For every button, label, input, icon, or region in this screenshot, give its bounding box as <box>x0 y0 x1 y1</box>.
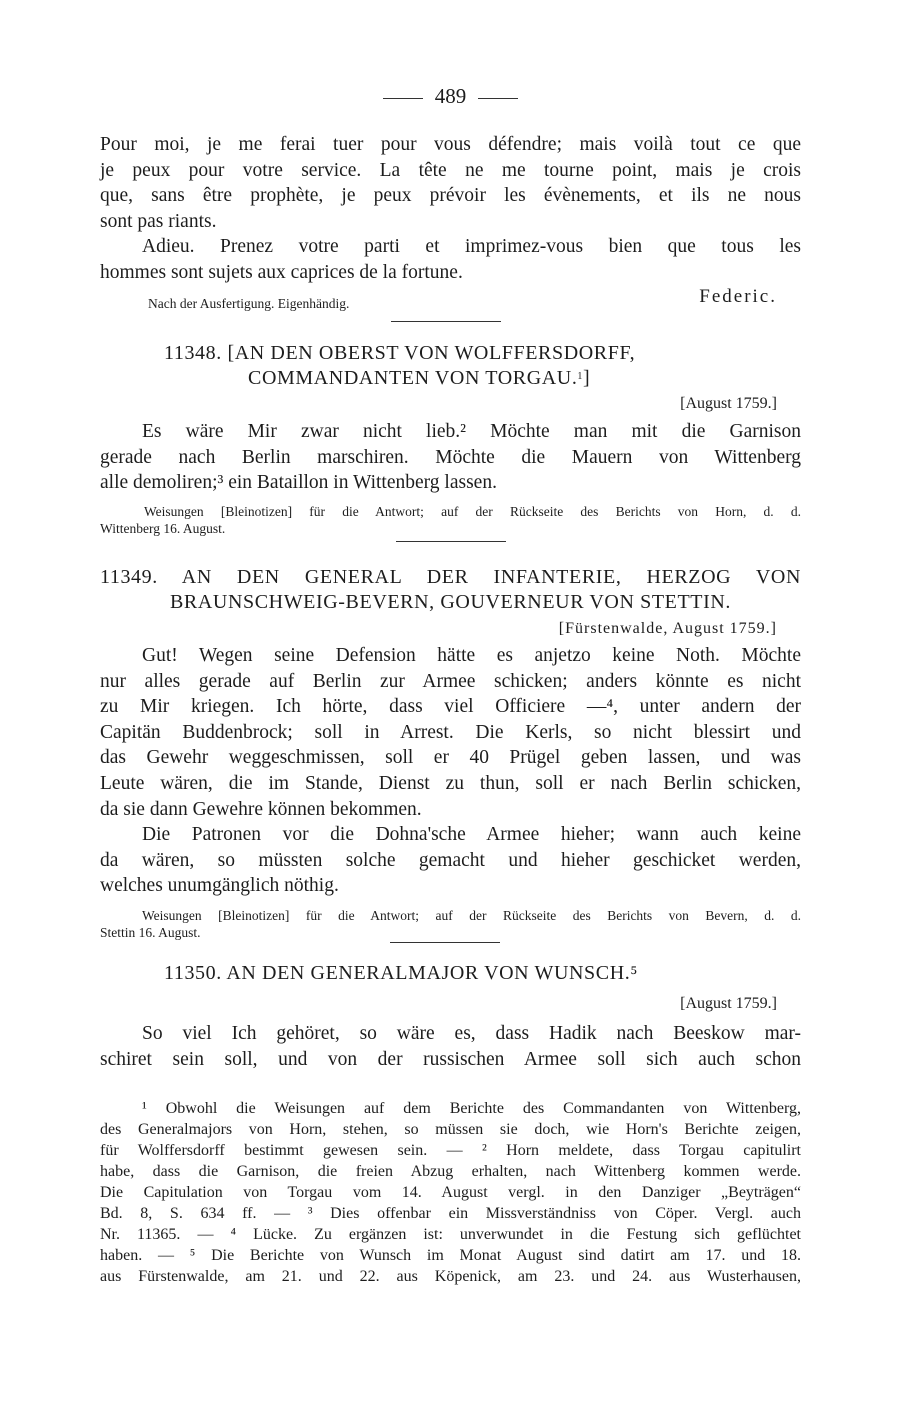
text-line: gerade nach Berlin marschiren. Möchte die Mauern von Wittenberg <box>100 446 801 468</box>
source-line: Wittenberg 16. August. <box>100 521 226 536</box>
footnote-line: des Generalmajors von Horn, stehen, so müssen sie doch, wie Horn's Berichte zeigen, <box>100 1121 801 1138</box>
text-line: Es wäre Mir zwar nicht lieb.² Möchte man mit die Garnison <box>142 421 801 442</box>
text-line: que, sans être prophète, je peux prévoir les évènements, et ils ne nous <box>100 185 801 207</box>
heading-bracket: ] <box>583 367 591 389</box>
text-line: Pour moi, je me ferai tuer pour vous défendre; mais voilà tout ce que <box>100 134 801 155</box>
heading-line: BRAUNSCHWEIG-BEVERN, GOUVERNEUR VON STETTIN. <box>169 591 731 613</box>
text-line: Adieu. Prenez votre parti et imprimez-vous bien que tous les <box>142 236 801 258</box>
text-line: schiret sein soll, und von der russischen Armee soll sich auch schon <box>100 1048 801 1070</box>
letter-heading-11349 <box>100 565 801 615</box>
text-line: Capitän Buddenbrock; soll in Arrest. Die Kerls, so nicht blessirt und <box>100 721 801 743</box>
section-divider <box>396 541 506 542</box>
heading-line: 11349. AN DEN GENERAL DER INFANTERIE, HERZOG VON <box>100 566 801 588</box>
page-number-dash-left <box>383 98 423 99</box>
letter-body-11348 <box>100 419 801 496</box>
page-number-text: 489 <box>434 84 467 108</box>
letter-body-11349 <box>100 643 801 899</box>
text-line: So viel Ich gehöret, so wäre es, dass Hadik nach Beeskow mar- <box>142 1023 801 1044</box>
source-line: Stettin 16. August. <box>100 925 201 940</box>
footnote-ref: 1 <box>577 371 584 382</box>
footnote-line: aus Fürstenwalde, am 21. und 22. aus Köpenick, am 23. und 24. aus Wusterhausen, <box>100 1268 801 1285</box>
text-line: Gut! Wegen seine Defension hätte es anjetzo keine Noth. Möchte <box>142 645 801 666</box>
text-line: zu Mir kriegen. Ich hörte, dass viel Officiere —⁴, unter andern der <box>100 696 801 718</box>
text-line: da wären, so müssten solche gemacht und hieher geschicket werden, <box>100 849 801 871</box>
footnote-line: für Wolffersdorff bestimmt gewesen sein. — ² Horn meldete, dass Torgau capitulirt <box>100 1142 801 1159</box>
letter-heading-11348 <box>100 341 801 391</box>
letter-continuation <box>100 132 801 286</box>
letter-number: 11348. <box>164 342 222 364</box>
footnote-line: ¹ Obwohl die Weisungen auf dem Berichte des Commandanten von Wittenberg, <box>142 1100 801 1117</box>
footnote-line: Bd. 8, S. 634 ff. — ³ Dies offenbar ein Missverständniss von Cöper. Vergl. auch <box>100 1205 801 1222</box>
section-divider <box>391 321 501 322</box>
text-line: hommes sont sujets aux caprices de la fortune. <box>100 261 463 283</box>
page-number <box>100 84 801 109</box>
heading-line: COMMANDANTEN VON TORGAU. <box>248 367 578 389</box>
letter-date: [Fürstenwalde, August 1759.] <box>558 620 777 637</box>
footnote-line: Nr. 11365. — ⁴ Lücke. Zu ergänzen ist: unverwundet in die Festung sich geflüchtet <box>100 1226 801 1243</box>
letter-date: [August 1759.] <box>680 995 777 1012</box>
text-line: da sie dann Gewehre können bekommen. <box>100 798 422 820</box>
source-line: Weisungen [Bleinotizen] für die Antwort; auf der Rückseite des Berichts von Horn, d. d. <box>144 504 801 519</box>
footnote-line: haben. — ⁵ Die Berichte von Wunsch im Monat August sind datirt am 17. und 18. <box>100 1247 801 1264</box>
letter-date: [August 1759.] <box>680 395 777 412</box>
letter-source-note <box>100 503 801 537</box>
text-line: Leute wären, die im Stande, Dienst zu thun, soll er nach Berlin schicken, <box>100 772 801 794</box>
section-divider <box>390 942 500 943</box>
text-line: sont pas riants. <box>100 210 217 232</box>
footnote-line: habe, dass die Garnison, die freien Abzug erhalten, nach Wittenberg kommen werde. <box>100 1163 801 1180</box>
letter-body-11350 <box>100 1021 801 1072</box>
text-line: Die Patronen vor die Dohna'sche Armee hieher; wann auch keine <box>142 824 801 846</box>
text-line: alle demoliren;³ ein Bataillon in Wittenberg lassen. <box>100 472 497 494</box>
footnotes <box>100 1098 801 1287</box>
text-line: das Gewehr weggeschmissen, soll er 40 Prügel geben lassen, und was <box>100 747 801 769</box>
signature: Federic. <box>699 286 777 307</box>
text-line: welches unumgänglich nöthig. <box>100 875 339 897</box>
source-line: Weisungen [Bleinotizen] für die Antwort; auf der Rückseite des Berichts von Bevern, d. d. <box>142 908 801 923</box>
letter-heading-11350: 11350. AN DEN GENERALMAJOR VON WUNSCH.⁵ <box>164 962 638 984</box>
letter-source-note: Nach der Ausfertigung. Eigenhändig. <box>148 296 350 311</box>
letter-source-note <box>100 907 801 941</box>
text-line: nur alles gerade auf Berlin zur Armee schicken; anders könnte es nicht <box>100 670 801 692</box>
text-line: je peux pour votre service. La tête ne me tourne point, mais je crois <box>100 159 801 181</box>
page-number-dash-right <box>478 98 518 99</box>
footnote-line: Die Capitulation von Torgau vom 14. August vergl. in den Danziger „Beyträgen“ <box>100 1184 801 1201</box>
heading-line: [AN DEN OBERST VON WOLFFERSDORFF, <box>227 342 636 364</box>
